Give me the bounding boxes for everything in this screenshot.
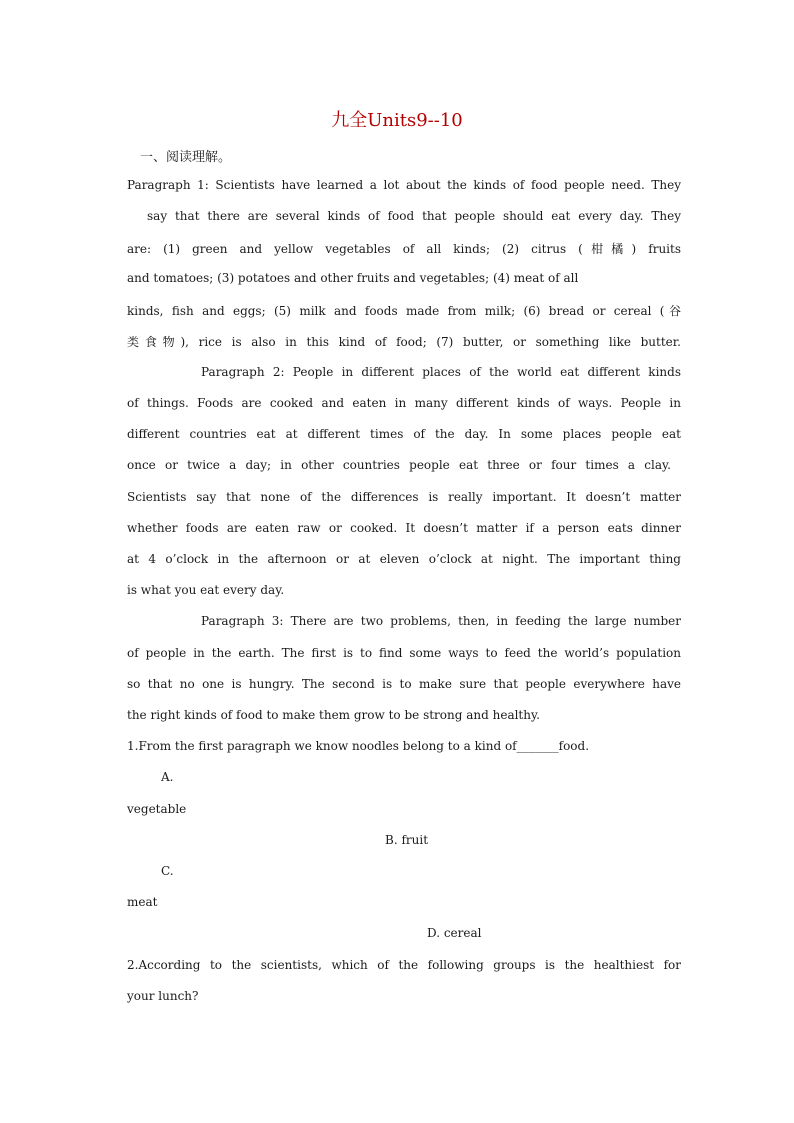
paragraph2-line: of things. Foods are cooked and eaten in many different kinds of ways. People in (127, 396, 681, 410)
question1-option-b: B. fruit (385, 833, 429, 847)
paragraph2-line: once or twice a day; in other countries people eat three or four times a clay. (127, 458, 671, 472)
paragraph3-line: Paragraph 3: There are two problems, then, in feeding the large number (201, 614, 681, 628)
paragraph2-line: different countries eat at different times of the day. In some places people eat (127, 427, 681, 441)
question2-stem: 2.According to the scientists, which of the following groups is the healthiest for (127, 958, 681, 972)
paragraph2-line: is what you eat every day. (127, 583, 285, 597)
question1-option-a-label: A. (161, 770, 174, 784)
paragraph1-line: are: (1) green and yellow vegetables of all kinds; (2) citrus (柑橘) fruits (127, 242, 681, 256)
paragraph1-line: 类食物), rice is also in this kind of food; (7) butter, or something like butter. (127, 335, 681, 349)
question1-option-c-text: meat (127, 895, 158, 909)
paragraph1-line: kinds, fish and eggs; (5) milk and foods made from milk; (6) bread or cereal (谷 (127, 304, 681, 318)
paragraph1-line: Paragraph 1: Scientists have learned a lot about the kinds of food people need. They (127, 178, 681, 192)
paragraph2-line: whether foods are eaten raw or cooked. It doesn’t matter if a person eats dinner (127, 521, 681, 535)
paragraph3-line: the right kinds of food to make them grow to be strong and healthy. (127, 708, 540, 722)
document-title: 九全Units9--10 (331, 110, 463, 131)
paragraph1-line: say that there are several kinds of food that people should eat every day. They (147, 209, 681, 223)
question1-option-d: D. cereal (427, 926, 482, 940)
question1-stem: 1.From the first paragraph we know noodles belong to a kind of_______food. (127, 739, 590, 753)
paragraph2-line: Scientists say that none of the differences is really important. It doesn’t matter (127, 490, 681, 504)
question2-stem-continued: your lunch? (127, 989, 199, 1003)
paragraph2-line: at 4 o’clock in the afternoon or at eleven o’clock at night. The important thing (127, 552, 681, 566)
question1-option-c-label: C. (161, 864, 174, 878)
paragraph3-line: of people in the earth. The first is to find some ways to feed the world’s population (127, 646, 681, 660)
paragraph3-line: so that no one is hungry. The second is to make sure that people everywhere have (127, 677, 681, 691)
question1-option-a-text: vegetable (127, 802, 187, 816)
paragraph2-line: Paragraph 2: People in different places of the world eat different kinds (201, 365, 681, 379)
paragraph1-line: and tomatoes; (3) potatoes and other fruits and vegetables; (4) meat of all (127, 271, 579, 285)
section-heading: 一、阅读理解。 (140, 150, 232, 165)
